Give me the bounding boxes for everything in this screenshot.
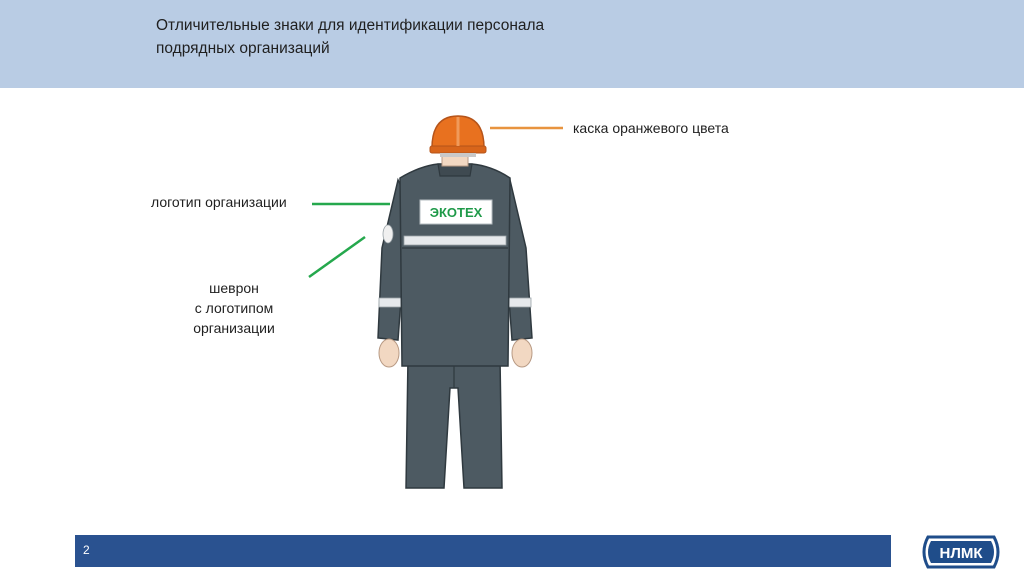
logo-label: логотип организации (151, 194, 287, 210)
page-number: 2 (83, 543, 90, 557)
back-logo-text: ЭКОТЕХ (429, 205, 483, 220)
reflective-stripe (404, 236, 506, 245)
chevron-label-line-3: организации (193, 320, 275, 336)
chevron-label-line-2: с логотипом (194, 300, 274, 316)
worker-illustration (360, 108, 550, 493)
nlmk-logo-text: НЛМК (939, 545, 983, 562)
chevron-leader-line (309, 237, 365, 277)
footer-bar (75, 535, 891, 567)
helmet-label: каска оранжевого цвета (573, 120, 729, 136)
slide-title-line-2: подрядных организаций (156, 40, 330, 57)
slide-title-line-1: Отличительные знаки для идентификации персонала (156, 17, 545, 34)
chevron-label-line-1: шеврон (209, 280, 259, 296)
shoulder-chevron (383, 225, 393, 243)
chevron-label (170, 278, 298, 338)
nlmk-logo (918, 533, 1004, 571)
jacket (400, 164, 510, 366)
